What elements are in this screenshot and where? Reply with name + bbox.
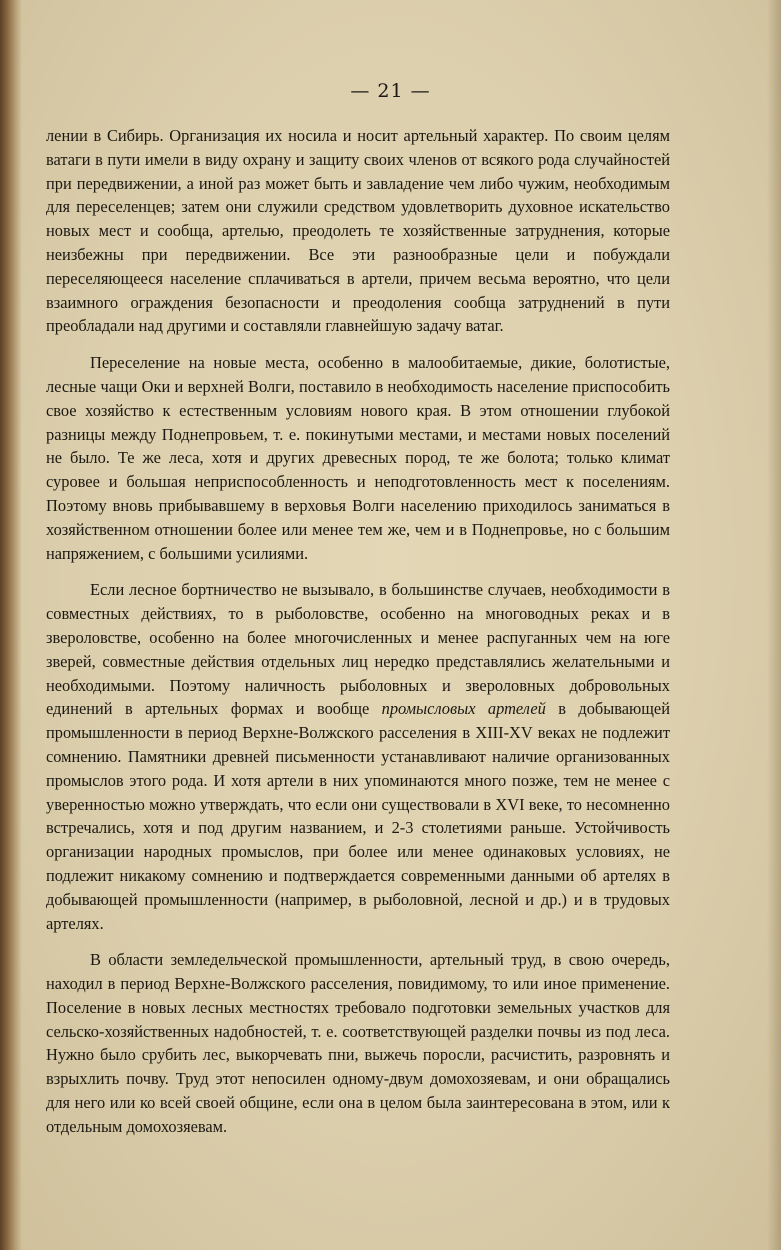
paragraph-3-italic-term: промысловых артелей xyxy=(381,699,546,719)
page-edge-shadow xyxy=(767,0,781,1250)
paragraph-3-text-after: в добывающей промышленности в период Верхне-Волжского расселения в XIII-XV веках не подлежит сомнению. Памятники древней письменности устанавливают наличие организованных промыслов этого рода. И хотя артели в них упоминаются много позже, тем не менее с уверенностью можно утверждать, что если они существовали в XVI веке, то несомненно встречались, хотя и под другим названием, и 2-3 столетиями раньше. Устойчивость организации народных промыслов, при более или менее одинаковых условиях, не подлежит никакому сомнению и подтверждается современными данными об артелях в добывающей промышленности (например, в рыболовной, лесной и др.) и в трудовых артелях. xyxy=(46,699,670,933)
body-text xyxy=(46,124,670,1152)
paragraph-1: лении в Сибирь. Организация их носила и носит артельный характер. По своим целям ватаги в пути имели в виду охрану и защиту своих членов от всякого рода случайностей при передвижении, а иной раз может быть и завладение чем либо чужим, необходимым для переселенцев; затем они служили средством удовлетворить духовное искательство новых мест и сообща, артелью, преодолеть те хозяйственные затруднения, которые неизбежны при передвижении. Все эти разнообразные цели и побуждали переселяющееся население сплачиваться в артели, причем весьма вероятно, что цели взаимного ограждения безопасности и преодоления сообща затруднений в пути преобладали над другими и составляли главнейшую задачу ватаг. xyxy=(46,126,670,336)
book-spine-shadow xyxy=(0,0,22,1250)
paragraph-4: В области земледельческой промышленности, артельный труд, в свою очередь, находил в период Верхне-Волжского расселения, повидимому, то или иное применение. Поселение в новых лесных местностях требовало подготовки земельных участков для сельско-хозяйственных надобностей, т. е. соответствующей разделки почвы из под леса. Нужно было срубить лес, выкорчевать пни, выжечь поросли, расчистить, разровнять и взрыхлить почву. Труд этот непосилен одному-двум домохозяевам, и они обращались для него или ко всей своей общине, если она в целом была заинтересована в этом, или к отдельным домохозяевам. xyxy=(46,950,670,1136)
paragraph-2: Переселение на новые места, особенно в малообитаемые, дикие, болотистые, лесные чащи Оки и верхней Волги, поставило в необходимость население приспособить свое хозяйство к естественным условиям нового края. В этом отношении глубокой разницы между Поднепровьем, т. е. покинутыми местами, и местами новых поселений не было. Те же леса, хотя и других древесных пород, те же болота; только климат суровее и большая неприспособленность и неподготовленность мест к поселениям. Поэтому вновь прибывавшему в верховья Волги населению приходилось заниматься в хозяйственном отношении более или менее тем же, чем и в Поднепровье, но с большим напряжением, с большими усилиями. xyxy=(46,353,670,563)
paragraph-3-text-before: Если лесное бортничество не вызывало, в большинстве случаев, необходимости в совместных действиях, то в рыболовстве, особенно на многоводных реках и в звероловстве, особенно на более многочисленных и менее распуганных чем на юге зверей, совместные действия отдельных лиц нередко представлялись желательными и необходимыми. Поэтому наличность рыболовных и звероловных добровольных единений в артельных формах и вообще xyxy=(46,580,670,719)
paragraph-3 xyxy=(46,578,670,935)
page-number: — 21 — xyxy=(350,80,431,102)
